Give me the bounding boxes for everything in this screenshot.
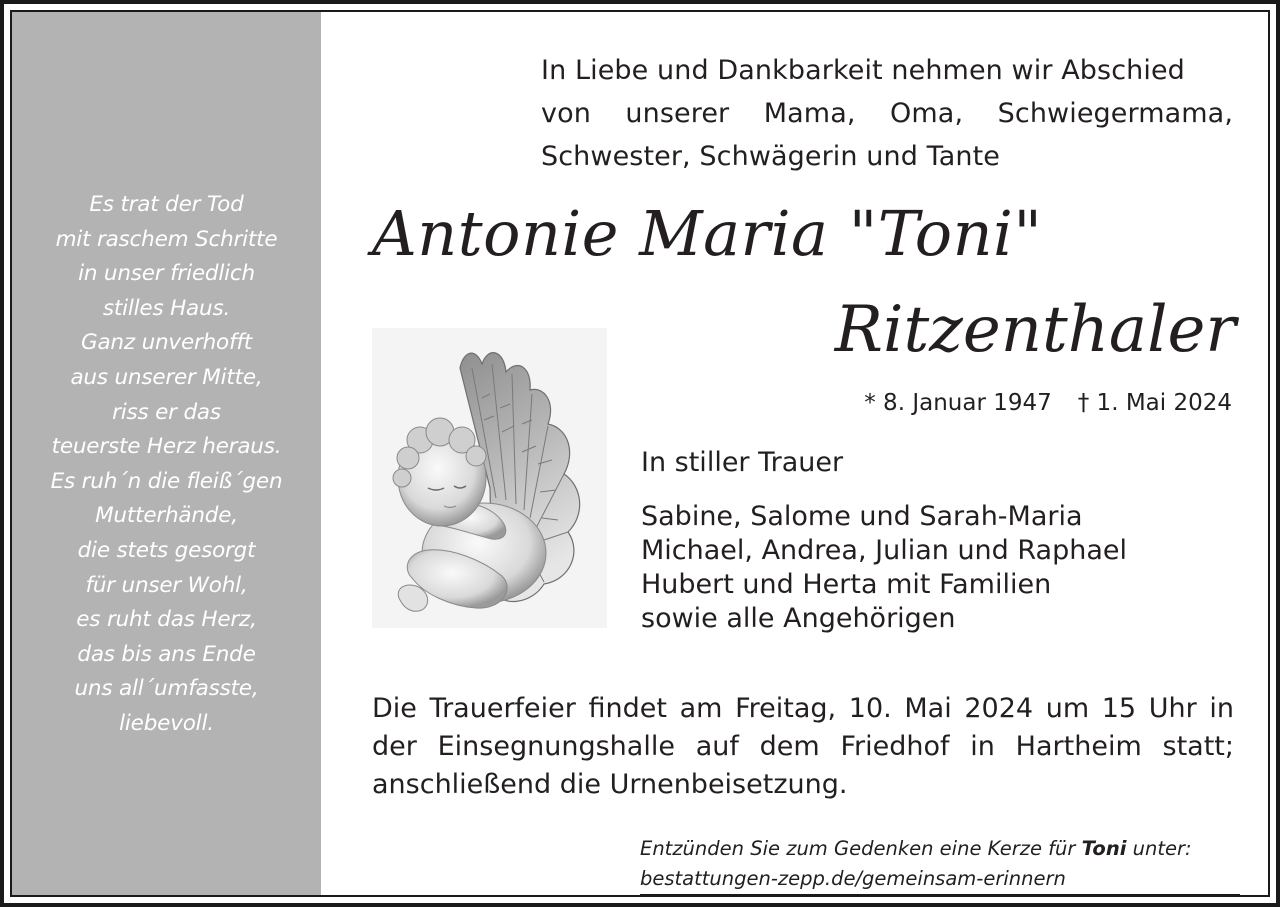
intro-line: von unserer Mama, Oma, Schwiegermama, [541,98,1233,129]
poem-line: stilles Haus. [102,295,231,321]
candle-text: Entzünden Sie zum Gedenken eine Kerze für [640,837,1082,860]
divider-line [640,894,1240,895]
poem-line: mit raschem Schritte [55,226,278,252]
poem-line: Ganz unverhofft [81,330,252,356]
candle-notice [640,834,1192,894]
poem-line: Es trat der Tod [89,192,244,217]
sleeping-angel-image [372,328,607,628]
death-date: † 1. Mai 2024 [1077,390,1232,416]
poem-sidebar [12,12,321,895]
poem-line: die stets gesorgt [77,537,256,563]
mourner-line: Michael, Andrea, Julian und Raphael [641,535,1128,566]
poem-line: teuerste Herz heraus. [51,434,282,460]
farewell-intro [541,49,1233,178]
mourner-line: Sabine, Salome und Sarah-Maria [641,501,1083,532]
poem-line: es ruht das Herz, [76,607,257,633]
mourning-title: In stiller Trauer [641,447,844,478]
poem-line: Es ruh´n die fleiß´gen [50,468,283,494]
candle-invitation [640,834,1192,864]
deceased-first-names: Antonie Maria "Toni" [372,197,1043,270]
poem-line: liebevoll. [119,710,214,736]
mourners-block [641,446,1127,636]
memorial-link[interactable]: bestattungen-zepp.de/gemeinsam-erinnern [640,867,1066,890]
poem-line: Mutterhände, [95,503,238,529]
intro-line: Schwester, Schwägerin und Tante [541,141,1001,172]
deceased-surname: Ritzenthaler [834,293,1236,367]
intro-line: In Liebe und Dankbarkeit nehmen wir Abschied [541,55,1185,86]
candle-text-end: unter: [1126,837,1192,860]
poem-line: aus unserer Mitte, [70,364,263,390]
birth-date: * 8. Januar 1947 [864,390,1052,416]
poem-line: uns all´umfasste, [74,676,259,702]
funeral-line: Die Trauerfeier findet am Freitag, 10. Mai 2024 um 15 Uhr in [372,693,1234,724]
poem-line: in unser friedlich [78,261,255,287]
candle-name: Toni [1081,837,1127,860]
poem [12,188,321,742]
funeral-line: anschließend die Urnenbeisetzung. [372,769,848,800]
life-dates [864,386,1232,420]
funeral-notice [372,690,1234,804]
funeral-line: der Einsegnungshalle auf dem Friedhof in Hartheim statt; [372,731,1234,762]
poem-line: für unser Wohl, [85,572,248,598]
poem-line: das bis ans Ende [77,641,256,667]
mourner-line: Hubert und Herta mit Familien [641,569,1052,600]
poem-line: riss er das [112,399,221,425]
mourner-line: sowie alle Angehörigen [641,603,956,634]
